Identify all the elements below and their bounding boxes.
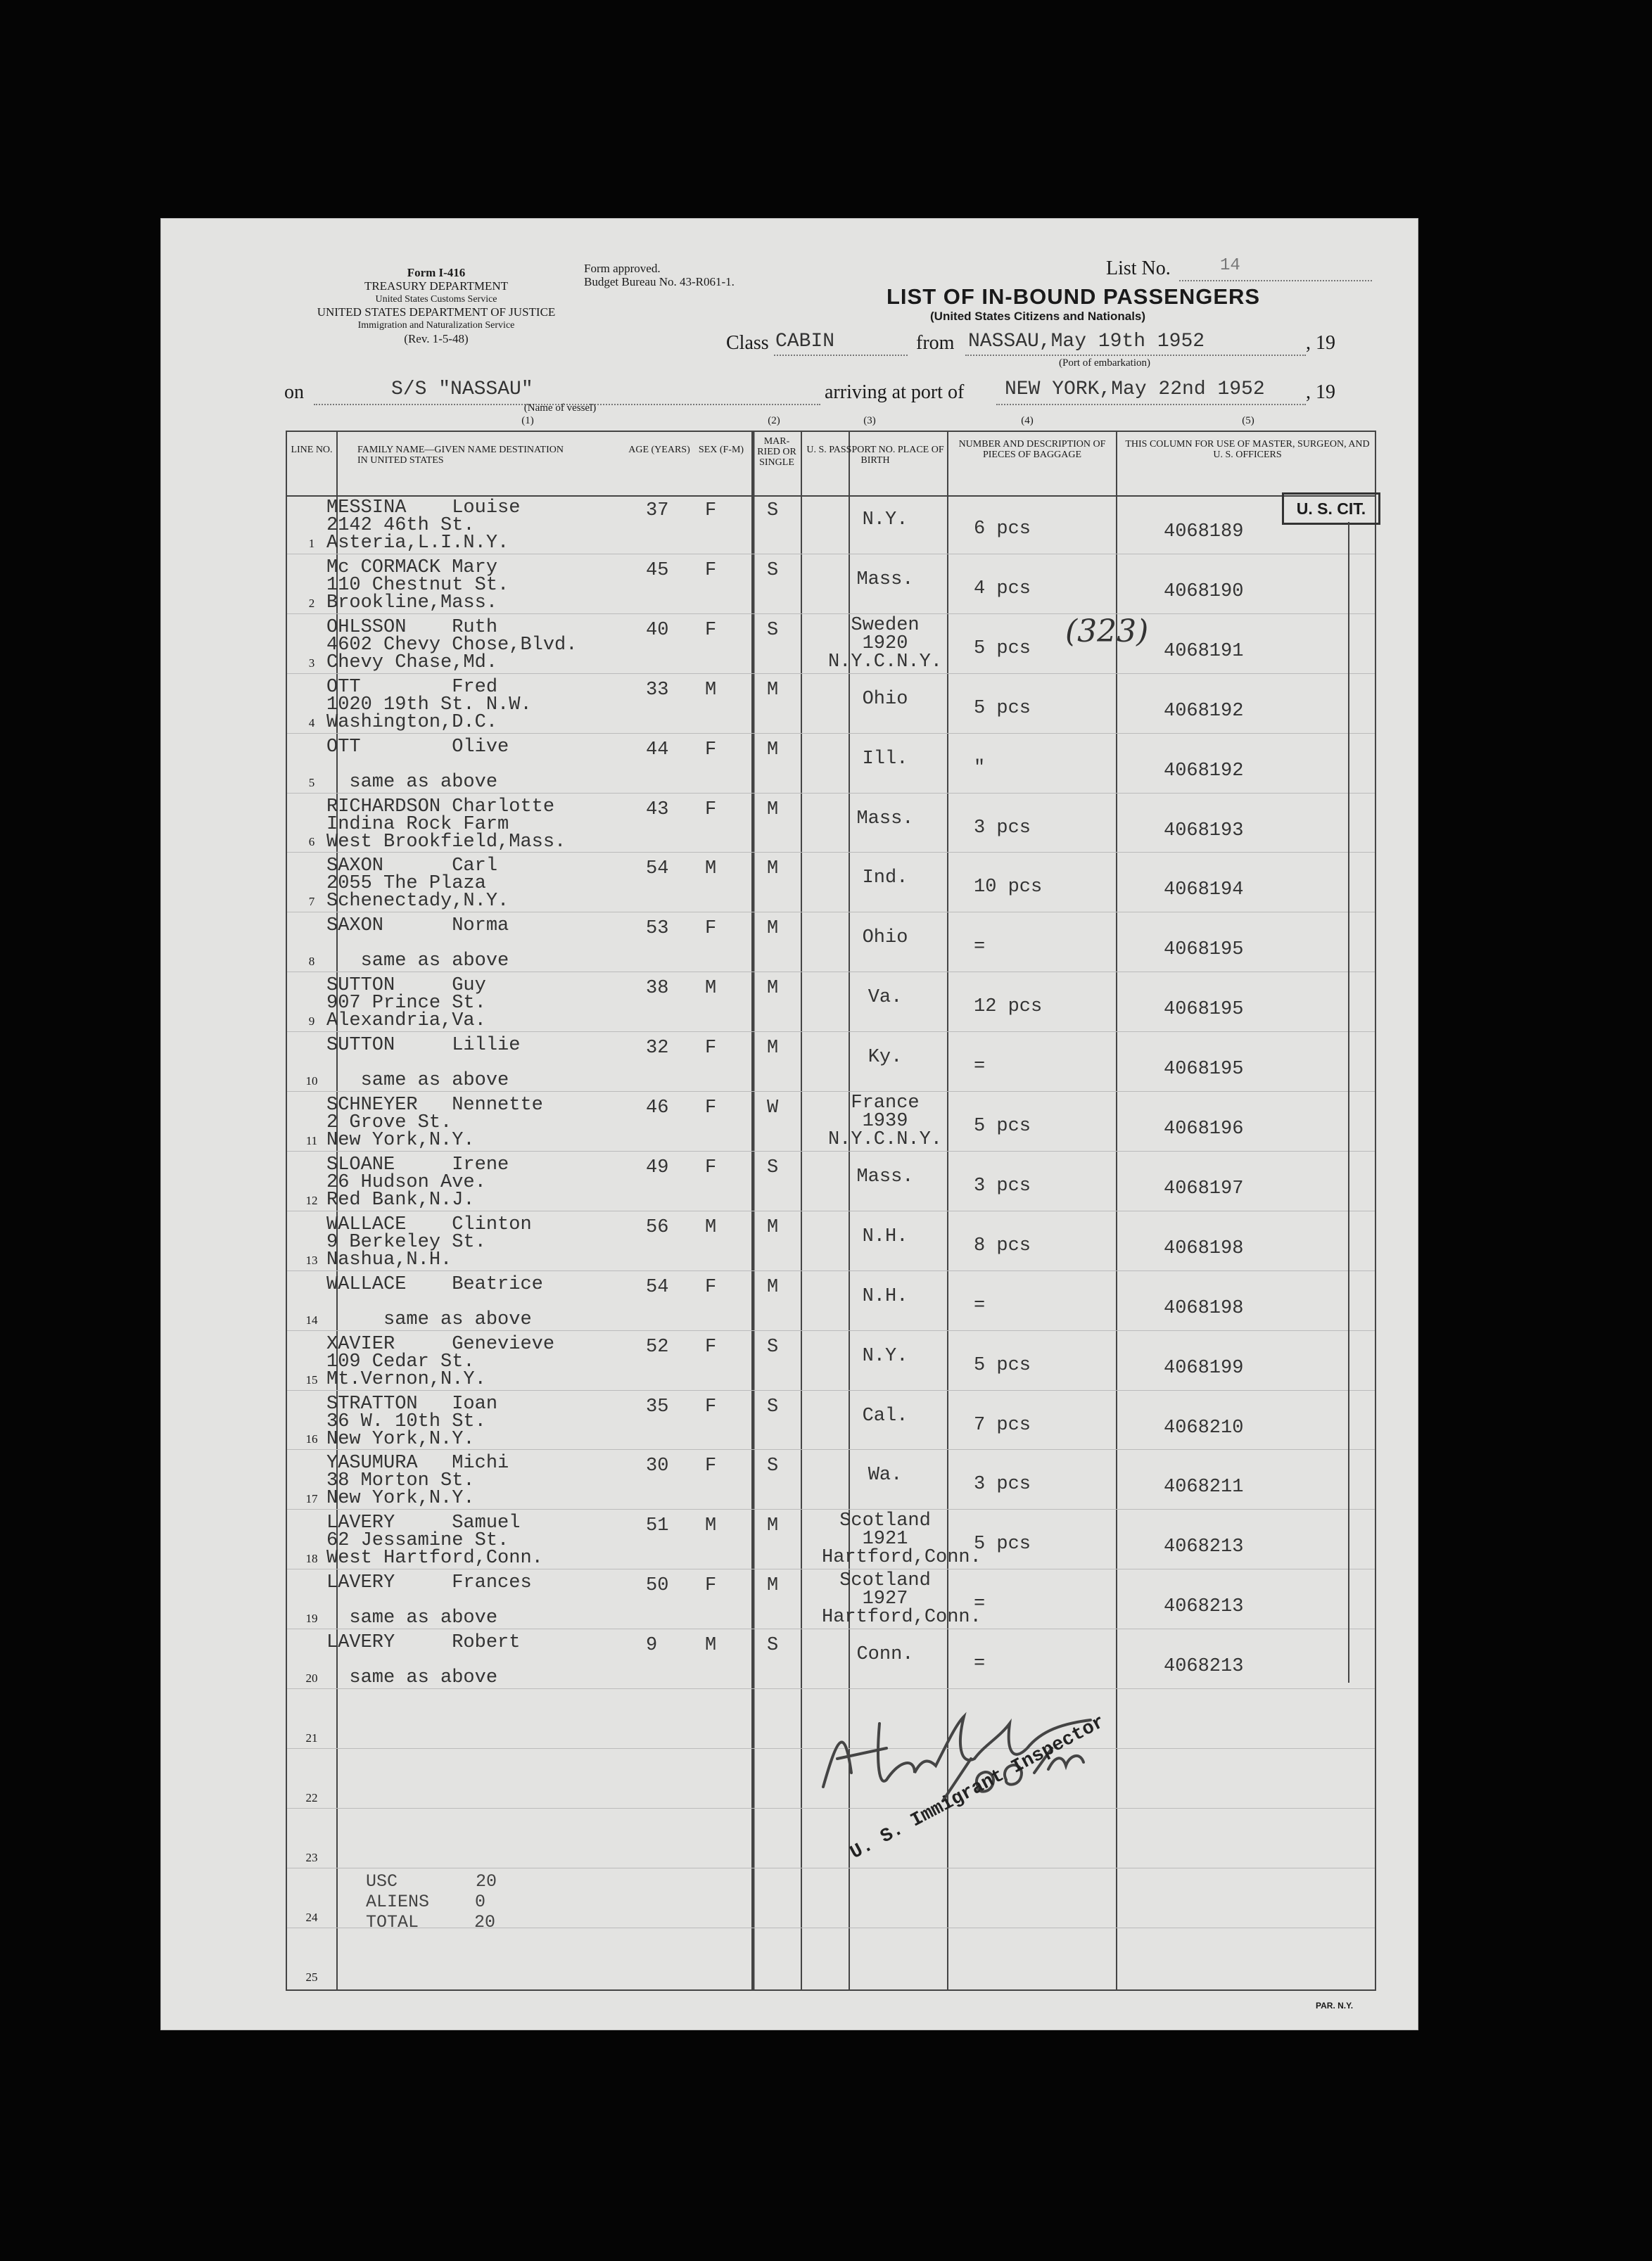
cell-sex: F [705,500,717,521]
col-num-5: (5) [1242,415,1254,426]
cell-name: SUTTON Guy 907 Prince St. Alexandria,Va. [326,975,486,1032]
cell-ms: M [767,1575,779,1597]
col-header-baggage: NUMBER AND DESCRIPTION OF PIECES OF BAGGAGE [958,439,1106,460]
doj-label: UNITED STATES DEPARTMENT OF JUSTICE [317,305,556,319]
from-label: from [916,332,955,354]
cell-sex: M [705,679,717,701]
cell-birth: Ill. [862,748,908,770]
on-label: on [284,381,304,403]
row-divider [287,733,1375,734]
cell-sex: M [705,1515,717,1537]
header-divider [287,495,1375,497]
vessel-value[interactable]: S/S "NASSAU" [391,378,533,400]
cell-ms: S [767,559,779,581]
cell-birth: N.Y. [862,1345,908,1367]
cell-sex: F [705,1575,717,1597]
line-number: 17 [305,1492,318,1506]
cell-birth: Mass. [856,1166,914,1187]
cell-code: 4068189 [1164,521,1244,542]
year-suffix-1: , 19 [1306,332,1335,354]
cell-code: 4068213 [1164,1656,1244,1678]
cell-ms: S [767,1635,779,1657]
cell-ms: M [767,1515,779,1537]
vessel-col-no: (1) [521,415,534,426]
cell-sex: F [705,1276,717,1298]
cell-name: XAVIER Genevieve 109 Cedar St. Mt.Vernon,N.Y. [326,1333,555,1390]
row-divider [287,1091,1375,1092]
col-num-4: (4) [1021,415,1034,426]
dept-header [281,305,591,345]
cell-sex: M [705,1635,717,1657]
cell-sex: F [705,1336,717,1358]
cell-birth: Cal. [862,1405,908,1427]
cell-age: 9 [646,1635,658,1657]
cell-ms: M [767,1276,779,1298]
inspector-stamp: U. S. Immigrant Inspector [846,1712,1109,1864]
line-number: 24 [305,1910,318,1924]
line-number: 10 [305,1074,318,1088]
cell-ms: S [767,1456,779,1477]
budget-line: Budget Bureau No. 43-R061-1. [584,275,735,288]
cell-ms: S [767,1336,779,1358]
rev-label: (Rev. 1-5-48) [404,332,469,345]
line-number: 16 [305,1432,318,1446]
ins-label: Immigration and Naturalization Service [357,320,515,331]
cell-birth: Conn. [856,1644,914,1666]
cell-ms: M [767,739,779,760]
cell-bag: = [974,1294,986,1316]
cell-birth: Ky. [868,1047,903,1069]
cell-ms: M [767,1216,779,1238]
cell-birth: France 1939 N.Y.C.N.Y. [827,1093,943,1150]
cell-code: 4068193 [1164,820,1244,841]
cell-code: 4068195 [1164,939,1244,961]
cell-bag: 12 pcs [974,996,1043,1018]
cell-code: 4068192 [1164,760,1244,782]
cell-bag: " [974,757,986,779]
cell-bag: = [974,1653,986,1675]
cell-sex: M [705,1216,717,1238]
cell-name: STRATTON Ioan 36 W. 10th St. New York,N.Y. [326,1393,498,1450]
line-number: 15 [305,1372,318,1387]
cell-age: 33 [646,679,669,701]
cell-birth: Scotland 1927 Hartford,Conn. [822,1570,981,1629]
cell-name: SUTTON Lillie same as above [326,1035,521,1092]
from-line [965,355,1306,356]
col-num-3: (3) [863,415,876,426]
cell-name: LAVERY Frances same as above [326,1572,532,1629]
cell-sex: F [705,1456,717,1477]
line-number: 20 [305,1671,318,1685]
line-number: 7 [308,895,315,909]
officer-margin-line [1348,522,1349,1683]
cell-code: 4068198 [1164,1237,1244,1259]
cell-name: SAXON Carl 2055 The Plaza Schenectady,N.Y. [326,855,509,912]
cell-birth: Va. [868,987,903,1009]
cell-name: LAVERY Samuel 62 Jessamine St. West Hartford,Conn. [326,1512,543,1569]
cell-age: 45 [646,559,669,581]
line-number: 25 [305,1970,318,1984]
cell-sex: F [705,1396,717,1418]
usc-total [366,1871,497,1892]
row-divider [287,1330,1375,1331]
cell-bag: 5 pcs [974,697,1031,719]
cell-bag: = [974,1593,986,1615]
cell-sex: F [705,1097,717,1119]
line-number: 21 [305,1731,318,1745]
printer-mark: PAR. N.Y. [1316,2001,1354,2011]
cell-name: SLOANE Irene 26 Hudson Ave. Red Bank,N.J. [326,1154,509,1211]
cell-bag: = [974,936,986,958]
cell-age: 51 [646,1515,669,1537]
cell-age: 35 [646,1396,669,1418]
cell-ms: S [767,1157,779,1178]
totals-block [366,1871,497,1932]
cell-code: 4068213 [1164,1596,1244,1618]
row-divider [287,673,1375,674]
row-divider [287,1151,1375,1152]
row-divider [287,613,1375,614]
col-header-sex: SEX (F-M) [698,445,744,455]
cell-birth: Sweden 1920 N.Y.C.N.Y. [827,614,943,673]
cell-name: WALLACE Clinton 9 Berkeley St. Nashua,N.H. [326,1214,532,1270]
cell-bag: 7 pcs [974,1414,1031,1436]
list-no-label: List No. [1106,257,1171,279]
cell-age: 38 [646,978,669,1000]
cell-name: YASUMURA Michi 38 Morton St. New York,N.Y. [326,1453,509,1510]
cell-sex: F [705,1038,717,1059]
cell-birth: Ohio [862,927,908,949]
usc-label: USC [366,1871,398,1892]
vessel-caption: (Name of vessel) [523,402,597,414]
line-number: 9 [308,1014,315,1028]
cell-name: SCHNEYER Nennette 2 Grove St. New York,N.Y. [326,1095,543,1151]
arriving-line [996,404,1306,405]
cell-bag: 3 pcs [974,1175,1031,1197]
row-divider [287,1449,1375,1450]
total-value: 20 [474,1912,496,1932]
line-number: 19 [305,1612,318,1626]
line-number: 14 [305,1313,318,1327]
line-number: 1 [308,536,315,550]
arriving-value[interactable]: NEW YORK,May 22nd 1952 [1005,378,1265,400]
cell-name: OTT Olive same as above [326,736,509,793]
cell-birth: Scotland 1921 Hartford,Conn. [822,1510,981,1569]
cell-bag: 6 pcs [974,518,1031,540]
cell-ms: S [767,1396,779,1418]
line-number: 8 [308,955,315,969]
cell-birth: Mass. [856,568,914,590]
cell-ms: M [767,978,779,1000]
class-value[interactable]: CABIN [775,331,835,352]
cell-code: 4068211 [1164,1477,1244,1498]
cell-age: 56 [646,1216,669,1238]
cell-bag: 5 pcs [974,1116,1031,1137]
cell-code: 4068194 [1164,879,1244,901]
cell-bag: 3 pcs [974,1474,1031,1496]
list-no-line [1179,280,1372,281]
cell-age: 54 [646,858,669,880]
line-number: 11 [305,1133,318,1147]
cell-sex: M [705,978,717,1000]
col-header-married: MAR-RIED OR SINGLE [757,436,796,468]
usc-value: 20 [476,1871,497,1892]
handwritten-number: (323) [1065,613,1149,649]
cell-birth: N.H. [862,1225,908,1247]
line-number: 12 [305,1193,318,1207]
cell-code: 4068197 [1164,1178,1244,1199]
form-number: Form I-416 [407,266,466,279]
cell-bag: 8 pcs [974,1235,1031,1256]
line-number: 2 [308,596,315,610]
cell-bag: 3 pcs [974,817,1031,839]
cell-bag: 10 pcs [974,877,1043,898]
document-title[interactable]: LIST OF IN-BOUND PASSENGERS [887,284,1261,309]
cell-bag: 5 pcs [974,1354,1031,1376]
us-cit-stamp: U. S. CIT. [1282,492,1380,525]
from-value[interactable]: NASSAU,May 19th 1952 [968,331,1205,352]
customs-service: United States Customs Service [375,294,497,305]
total-label: TOTAL [366,1912,419,1932]
line-number: 5 [308,775,315,789]
cell-ms: S [767,500,779,521]
cell-age: 37 [646,500,669,521]
row-divider [287,1270,1375,1271]
line-number: 13 [305,1253,318,1267]
aliens-total [366,1892,497,1912]
cell-code: 4068199 [1164,1357,1244,1379]
approval-line: Form approved. [584,262,661,275]
cell-bag: 4 pcs [974,578,1031,599]
col-header-officers: THIS COLUMN FOR USE OF MASTER, SURGEON, AND U. S. OFFICERS [1125,439,1370,460]
cell-sex: F [705,918,717,940]
grand-total [366,1912,497,1932]
cell-birth: N.Y. [862,509,908,530]
cell-code: 4068195 [1164,1059,1244,1081]
cell-bag: = [974,1056,986,1078]
cell-sex: F [705,559,717,581]
cell-name: SAXON Norma same as above [326,915,509,972]
cell-age: 46 [646,1097,669,1119]
col-header-line-no: LINE NO. [291,445,333,455]
line-number: 18 [305,1552,318,1566]
row-divider [287,1031,1375,1032]
cell-sex: F [705,739,717,760]
cell-age: 54 [646,1276,669,1298]
col-num-2: (2) [768,415,780,426]
year-suffix-2: , 19 [1306,381,1335,403]
col-header-passport: U. S. PASSPORT NO. PLACE OF BIRTH [806,445,944,466]
list-no-value: 14 [1220,256,1240,275]
cell-name: OHLSSON Ruth 4602 Chevy Chose,Blvd. Chevy Chase,Md. [326,616,578,673]
cell-birth: Wa. [868,1465,903,1486]
cell-birth: Ind. [862,867,908,889]
col-header-age: AGE (YEARS) [628,445,690,455]
row-divider [287,793,1375,794]
cell-age: 40 [646,619,669,641]
cell-age: 53 [646,918,669,940]
cell-birth: N.H. [862,1285,908,1307]
cell-ms: M [767,798,779,820]
cell-code: 4068210 [1164,1417,1244,1439]
cell-name: OTT Fred 1020 19th St. N.W. Washington,D.C. [326,676,532,733]
cell-sex: F [705,619,717,641]
cell-ms: M [767,679,779,701]
row-divider [287,852,1375,853]
cell-bag: 5 pcs [974,637,1031,659]
cell-name: Mc CORMACK Mary 110 Chestnut St. Brookline,Mass. [326,556,509,613]
cell-code: 4068213 [1164,1536,1244,1558]
form-header [331,266,542,306]
document-subtitle: (United States Citizens and Nationals) [930,310,1146,323]
cell-bag: 5 pcs [974,1534,1031,1555]
line-number: 3 [308,656,315,670]
cell-sex: F [705,798,717,820]
cell-name: WALLACE Beatrice same as above [326,1273,543,1330]
aliens-label: ALIENS [366,1892,430,1912]
cell-age: 49 [646,1157,669,1178]
cell-ms: M [767,858,779,880]
cell-ms: M [767,918,779,940]
cell-name: LAVERY Robert same as above [326,1632,521,1689]
cell-age: 52 [646,1336,669,1358]
treasury-dept: TREASURY DEPARTMENT [364,279,509,293]
row-divider [287,1509,1375,1510]
cell-code: 4068195 [1164,999,1244,1021]
cell-birth: Mass. [856,808,914,829]
cell-ms: S [767,619,779,641]
cell-code: 4068198 [1164,1297,1244,1319]
cell-code: 4068196 [1164,1119,1244,1140]
cell-age: 32 [646,1038,669,1059]
cell-code: 4068191 [1164,640,1244,662]
cell-age: 50 [646,1575,669,1597]
cell-age: 43 [646,798,669,820]
line-number: 22 [305,1790,318,1804]
port-caption: (Port of embarkation) [1059,357,1150,369]
col-header-name: FAMILY NAME—GIVEN NAME DESTINATION IN UNITED STATES [357,445,564,466]
class-line [774,355,908,356]
cell-age: 44 [646,739,669,760]
approval [584,262,795,288]
arriving-label: arriving at port of [825,381,965,403]
row-divider [287,1390,1375,1391]
cell-name: MESSINA Louise 2142 46th St. Asteria,L.I.N.Y. [326,497,521,554]
cell-code: 4068190 [1164,580,1244,602]
cell-code: 4068192 [1164,700,1244,722]
cell-birth: Ohio [862,688,908,710]
cell-sex: M [705,858,717,880]
line-number: 23 [305,1850,318,1864]
cell-sex: F [705,1157,717,1178]
cell-name: RICHARDSON Charlotte Indina Rock Farm West Brookfield,Mass. [326,796,566,853]
line-number: 4 [308,715,315,730]
line-number: 6 [308,835,315,849]
cell-ms: W [767,1097,779,1119]
cell-ms: M [767,1038,779,1059]
cell-age: 30 [646,1456,669,1477]
class-label: Class [726,332,769,354]
aliens-value: 0 [475,1892,486,1912]
